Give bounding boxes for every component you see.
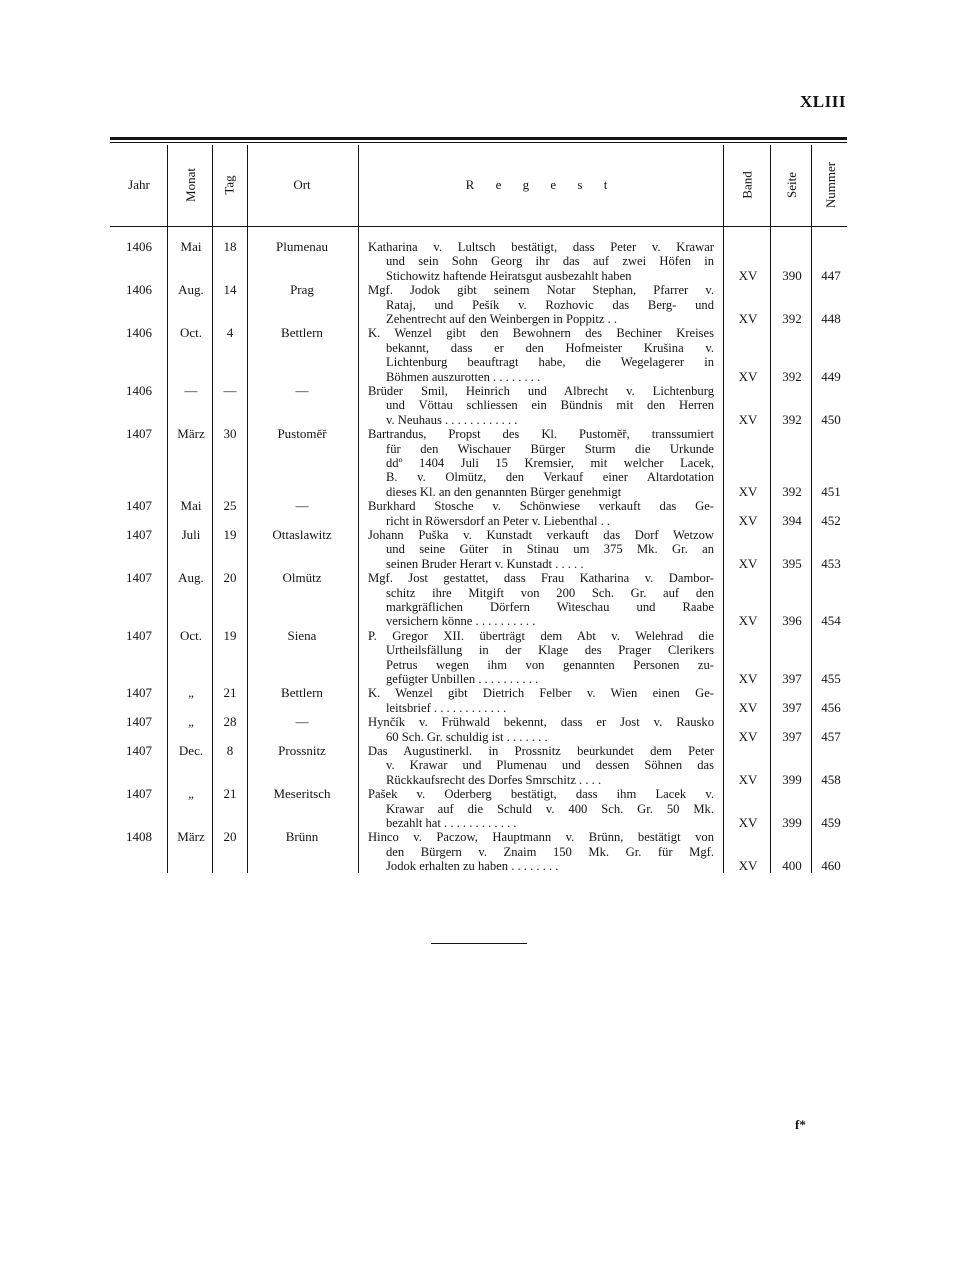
regest-line: und sein Sohn Georg ihr das auf zwei Höfen in (386, 254, 714, 269)
row-ort: Meseritsch (273, 786, 331, 802)
header-seite (772, 145, 812, 225)
row-tag: 4 (226, 325, 234, 341)
row-band: XV (738, 699, 758, 715)
row-nummer: 460 (821, 858, 841, 874)
header-ort-label: Ort (293, 177, 311, 192)
row-jahr: 1406 (126, 239, 152, 254)
column-divider (723, 145, 724, 873)
row-seite: 394 (782, 512, 802, 528)
regest-line: und seine Güter in Stinau um 375 Mk. Gr. an (386, 542, 714, 557)
regest-line: Lichtenburg beauftragt habe, die Wegelagerer in (386, 355, 714, 370)
regest-line: Jodok erhalten zu haben . . . . . . . . (386, 859, 559, 874)
row-jahr: 1407 (126, 786, 152, 802)
row-nummer: 448 (821, 311, 841, 326)
row-band: XV (738, 555, 758, 571)
regest-line: Bartrandus, Propst des Kl. Pustoměř, transsumiert (368, 427, 714, 442)
signature-mark: f* (795, 1117, 806, 1132)
row-band: XV (738, 671, 758, 686)
header-nummer (813, 145, 849, 225)
row-seite: 395 (782, 555, 802, 571)
regest-line: und Vöttau schliessen ein Bündnis mit den Herren (386, 398, 714, 413)
header-monat-label: Monat (182, 168, 198, 202)
row-ort: Pustoměř (277, 426, 327, 442)
row-nummer: 455 (821, 671, 841, 686)
row-monat: März (177, 426, 205, 442)
column-divider (358, 145, 359, 873)
regest-line: Petrus wegen ihm von genannten Personen zu- (386, 657, 714, 672)
regest-line: dieses Kl. an den genannten Bürger genehmigt (386, 484, 622, 499)
row-ort: Ottaslawitz (272, 527, 332, 542)
row-monat: Juli (181, 527, 201, 542)
row-nummer: 454 (821, 613, 841, 629)
regest-line: schitz ihre Mitgift von 200 Sch. Gr. auf den (386, 585, 714, 600)
header-band-label: Band (739, 171, 755, 199)
row-ort: Plumenau (276, 239, 328, 254)
header-regest-label: R e g e s t (465, 177, 617, 192)
row-nummer: 449 (821, 368, 841, 384)
column-divider (212, 145, 213, 873)
header-regest (360, 145, 722, 225)
footer-rule (431, 943, 527, 944)
regest-line: Johann Puška v. Kunstadt verkauft das Dorf Wetzow (368, 528, 714, 542)
regest-line: K. Wenzel gibt Dietrich Felber v. Wien einen Ge- (368, 686, 714, 701)
row-nummer: 458 (821, 771, 841, 787)
regest-line: Urtheilsfällung in der Klage des Prager Clerikers (386, 643, 714, 658)
regest-line: v. Neuhaus . . . . . . . . . . . . (386, 412, 518, 427)
row-jahr: 1407 (126, 527, 152, 542)
row-tag: 28 (223, 714, 237, 730)
row-ort: — (295, 498, 309, 514)
row-seite: 399 (782, 815, 802, 830)
row-nummer: 456 (821, 699, 841, 715)
row-band: XV (738, 858, 758, 874)
regest-line: Mgf. Jodok gibt seinem Notar Stephan, Pfarrer v. (368, 283, 714, 298)
row-jahr: 1407 (126, 743, 152, 758)
header-rule-thin (110, 142, 847, 143)
row-jahr: 1407 (126, 426, 152, 442)
row-band: XV (738, 613, 758, 629)
row-monat: Oct. (179, 325, 203, 341)
page-number: XLIII (800, 92, 846, 111)
header-ort (250, 145, 354, 225)
row-jahr: 1408 (126, 829, 152, 845)
regest-line: ddº 1404 Juli 15 Kremsier, mit welcher Lacek, (386, 456, 714, 470)
header-monat (170, 145, 212, 225)
row-band: XV (738, 512, 758, 528)
regest-line: Zehentrecht auf den Weinbergen in Poppitz . . (386, 312, 618, 326)
row-monat: „ (188, 786, 194, 802)
regest-line: Rückkaufsrecht des Dorfes Smrschitz . . . . (386, 772, 602, 787)
row-monat: Aug. (178, 282, 204, 298)
regest-line: Das Augustinerkl. in Prossnitz beurkundet dem Peter (368, 744, 714, 758)
regest-line: Hynčík v. Frühwald bekennt, dass er Jost v. Rausko (368, 715, 714, 730)
regest-line: seinen Bruder Herart v. Kunstadt . . . . . (386, 556, 584, 571)
regest-line: v. Krawar und Plumenau und dessen Söhnen das (386, 758, 714, 773)
row-jahr: 1406 (126, 383, 152, 398)
regest-line: Burkhard Stosche v. Schönwiese verkauft das Ge- (368, 499, 714, 514)
row-seite: 392 (782, 411, 802, 427)
row-band: XV (738, 411, 758, 427)
row-jahr: 1407 (126, 714, 152, 730)
header-nummer-label: Nummer (823, 161, 838, 209)
row-band: XV (738, 311, 758, 326)
regest-line: Brüder Smil, Heinrich und Albrecht v. Lichtenburg (368, 384, 714, 398)
row-tag: 19 (223, 527, 237, 542)
header-band (726, 145, 770, 225)
regest-line: Rataj, und Pešík v. Rozhovic das Berg- und (386, 297, 714, 312)
row-monat: Dec. (178, 743, 204, 758)
row-seite: 397 (782, 671, 802, 686)
header-seite-label: Seite (784, 172, 799, 198)
column-divider (247, 145, 248, 873)
regest-line: Hinco v. Paczow, Hauptmann v. Brünn, bestätigt von (368, 830, 714, 845)
row-seite: 397 (782, 699, 802, 715)
row-tag: 21 (223, 786, 237, 802)
row-seite: 392 (782, 483, 802, 499)
regest-line: den Bürgern v. Znaim 150 Mk. Gr. für Mgf. (386, 844, 714, 859)
regest-line: Pašek v. Oderberg bestätigt, dass ihm Lacek v. (368, 787, 714, 802)
header-tag (214, 145, 246, 225)
regest-line: Krawar auf die Schuld v. 400 Sch. Gr. 50 Mk. (386, 801, 714, 816)
regest-line: 60 Sch. Gr. schuldig ist . . . . . . . (386, 729, 548, 744)
row-nummer: 457 (821, 728, 841, 744)
regest-line: Stichowitz haftende Heiratsgut ausbezahlt haben (386, 268, 632, 283)
row-jahr: 1407 (126, 498, 152, 514)
row-tag: 21 (223, 685, 237, 701)
row-tag: 30 (223, 426, 237, 442)
row-monat: „ (188, 714, 194, 730)
row-ort: Prag (290, 282, 314, 298)
regest-line: leitsbrief . . . . . . . . . . . . (386, 700, 507, 715)
row-tag: 20 (223, 570, 237, 586)
row-monat: März (177, 829, 205, 845)
header-jahr (112, 145, 166, 225)
row-tag: — (223, 383, 237, 398)
row-nummer: 453 (821, 555, 841, 571)
header-tag-label: Tag (222, 175, 237, 195)
row-band: XV (738, 771, 758, 787)
regest-line: P. Gregor XII. überträgt dem Abt v. Welehrad die (368, 628, 714, 643)
row-tag: 8 (226, 743, 234, 758)
row-jahr: 1406 (126, 325, 152, 341)
regest-line: bezahlt hat . . . . . . . . . . . . (386, 816, 517, 830)
row-seite: 400 (782, 858, 802, 874)
row-nummer: 447 (821, 267, 841, 283)
row-ort: Siena (287, 627, 317, 643)
row-jahr: 1407 (126, 570, 152, 586)
row-ort: Olmütz (282, 570, 322, 586)
row-monat: Oct. (179, 627, 203, 643)
row-ort: Brünn (285, 829, 319, 845)
column-divider (811, 145, 812, 873)
row-ort: Bettlern (281, 325, 323, 341)
row-band: XV (738, 728, 758, 744)
row-monat: „ (188, 685, 194, 701)
row-tag: 25 (223, 498, 237, 514)
regest-line: gefügter Unbillen . . . . . . . . . . (386, 672, 539, 686)
column-divider (770, 145, 771, 873)
regest-line: richt in Röwersdorf an Peter v. Liebenthal . . (386, 513, 611, 528)
row-tag: 18 (223, 239, 237, 254)
row-nummer: 450 (821, 411, 841, 427)
column-divider (167, 145, 168, 873)
row-band: XV (738, 815, 758, 830)
row-tag: 14 (223, 282, 237, 298)
regest-line: Katharina v. Lultsch bestätigt, dass Peter v. Krawar (368, 240, 714, 254)
regest-line: Böhmen auszurotten . . . . . . . . (386, 369, 541, 384)
row-tag: 19 (223, 627, 237, 643)
row-seite: 397 (782, 728, 802, 744)
header-jahr-label: Jahr (128, 177, 150, 192)
row-ort: Bettlern (281, 685, 323, 701)
row-monat: — (184, 383, 198, 398)
row-seite: 396 (782, 613, 802, 629)
row-monat: Mai (180, 498, 202, 514)
row-jahr: 1407 (126, 685, 152, 701)
row-ort: — (295, 714, 309, 730)
regest-line: markgräflichen Dörfern Witeschau und Raabe (386, 600, 714, 614)
row-nummer: 451 (821, 483, 841, 499)
row-jahr: 1407 (126, 627, 152, 643)
row-tag: 20 (223, 829, 237, 845)
row-nummer: 459 (821, 815, 841, 830)
row-band: XV (738, 368, 758, 384)
regest-line: für den Wischauer Bürger Sturm die Urkunde (386, 441, 714, 456)
row-seite: 390 (782, 267, 802, 283)
regest-line: bekannt, dass er den Hofmeister Krušina v. (386, 340, 714, 355)
row-band: XV (738, 483, 758, 499)
row-seite: 392 (782, 311, 802, 326)
header-rule-thick (110, 137, 847, 140)
regest-line: versichern könne . . . . . . . . . . (386, 614, 536, 629)
header-rule-bottom (110, 226, 847, 227)
regest-line: Mgf. Jost gestattet, dass Frau Katharina v. Dambor- (368, 571, 714, 586)
row-jahr: 1406 (126, 282, 152, 298)
row-monat: Mai (180, 239, 202, 254)
row-seite: 392 (782, 368, 802, 384)
row-monat: Aug. (178, 570, 204, 586)
regest-line: K. Wenzel gibt den Bewohnern des Bechiner Kreises (368, 326, 714, 341)
row-nummer: 452 (821, 512, 841, 528)
row-ort: Prossnitz (278, 743, 326, 758)
regest-line: B. v. Olmütz, den Verkauf einer Altardotation (386, 470, 714, 485)
row-seite: 399 (782, 771, 802, 787)
row-ort: — (295, 383, 309, 398)
row-band: XV (738, 267, 758, 283)
